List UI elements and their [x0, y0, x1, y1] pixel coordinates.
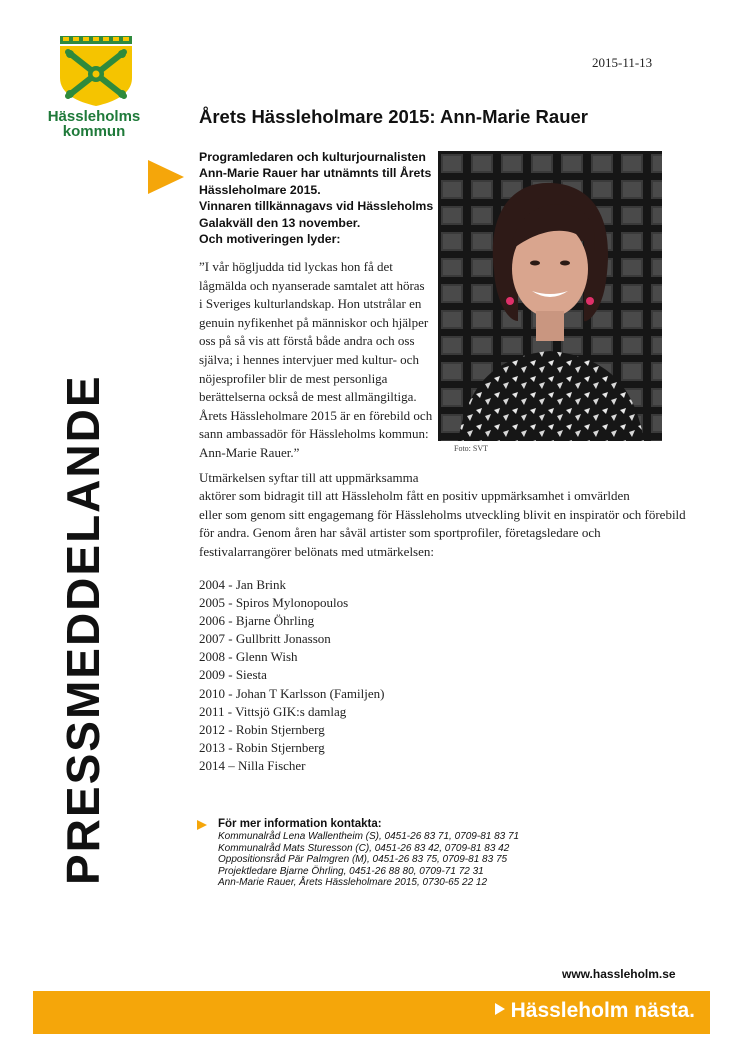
- press-release-label: PRESSMEDDELANDE: [57, 374, 109, 885]
- quote-line: Ann-Marie Rauer.”: [199, 444, 300, 460]
- lead-line: Vinnaren tillkännagavs vid Hässleholms: [199, 199, 434, 214]
- release-date: 2015-11-13: [592, 55, 653, 70]
- list-item: 2012 - Robin Stjernberg: [199, 721, 325, 737]
- lead-line: Hässleholmare 2015.: [199, 182, 321, 197]
- portrait-photo: [438, 151, 662, 441]
- body-paragraph: [199, 469, 699, 561]
- contact-heading: För mer information kontakta:: [218, 818, 382, 830]
- quote-line: i Sveriges kulturlandskap. Hon utstrålar en: [199, 296, 422, 312]
- logo-wordmark: [44, 109, 144, 139]
- body-line: för andra. Genom åren har såväl artister som sportprofiler, företagsledare och: [199, 525, 601, 541]
- orange-arrow-icon: [148, 160, 184, 194]
- list-item: 2014 – Nilla Fischer: [199, 757, 306, 773]
- lead-line: Programledaren och kulturjournalisten: [199, 150, 426, 164]
- quote-line: oss på så vis att förstå både andra och oss: [199, 333, 415, 349]
- list-item: 2007 - Gullbritt Jonasson: [199, 631, 331, 647]
- slogan: [495, 999, 695, 1023]
- municipality-logo: [52, 34, 140, 106]
- small-arrow-icon: [197, 820, 207, 830]
- photo-credit: Foto: SVT: [454, 444, 489, 453]
- quote-line: nöjesprofiler blir de mest personliga: [199, 370, 388, 386]
- body-line: festivalarrangörer belönats med utmärkelsen:: [199, 543, 434, 559]
- slogan-arrow-icon: [495, 1003, 505, 1015]
- list-item: 2008 - Glenn Wish: [199, 649, 298, 665]
- list-item: 2005 - Spiros Mylonopoulos: [199, 595, 349, 611]
- lead-paragraph: [199, 149, 439, 247]
- quote-line: själva; i hennes intervjuer med kultur- och: [199, 351, 419, 367]
- contact-person: Ann-Marie Rauer, Årets Hässleholmare 2015, 0730-65 22 12: [218, 877, 488, 889]
- body-line: Utmärkelsen syftar till att uppmärksamma: [199, 470, 419, 485]
- list-item: 2006 - Bjarne Öhrling: [199, 613, 315, 629]
- quote-line: lågmälda och nyanserade samtalet att höras: [199, 277, 425, 293]
- body-line: aktörer som bidragit till att Hässleholm fått en positiv uppmärksamhet i omvärlden: [199, 488, 630, 504]
- winners-list: [199, 576, 384, 775]
- quote-line: berättelserna också de mest allmängiltiga.: [199, 389, 417, 405]
- quote-line: sann ambassadör för Hässleholms kommun:: [199, 426, 429, 442]
- list-item: 2013 - Robin Stjernberg: [199, 739, 325, 755]
- list-item: 2011 - Vittsjö GIK:s damlag: [199, 703, 347, 719]
- contact-person: Oppositionsråd Pär Palmgren (M), 0451-26 83 75, 0709-81 83 75: [218, 854, 508, 866]
- body-line: eller som genom sitt engagemang för Hässleholms utveckling blivit en inspiratör och förebild: [199, 506, 686, 522]
- quote-line: genuin nyfikenhet på människor och hjälper: [199, 314, 429, 330]
- contact-person: Kommunalråd Mats Sturesson (C), 0451-26 83 42, 0709-81 83 42: [218, 842, 510, 854]
- contact-block: [218, 818, 519, 889]
- contact-person: Projektledare Bjarne Öhrling, 0451-26 88 80, 0709-71 72 31: [218, 865, 484, 877]
- list-item: 2010 - Johan T Karlsson (Familjen): [199, 685, 385, 701]
- lead-line: Ann-Marie Rauer har utnämnts till Årets: [199, 166, 432, 181]
- quote-paragraph: [199, 258, 439, 463]
- footer-bar: [33, 991, 710, 1034]
- slogan-text: Hässleholm nästa.: [510, 999, 695, 1022]
- website-link[interactable]: www.hassleholm.se: [562, 967, 676, 981]
- lead-line: Och motiveringen lyder:: [199, 232, 341, 247]
- logo-line-2: kommun: [62, 123, 126, 140]
- logo-line-1: Hässleholms: [47, 108, 141, 125]
- lead-line: Galakväll den 13 november.: [199, 215, 361, 230]
- contact-person: Kommunalråd Lena Wallentheim (S), 0451-26 83 71, 0709-81 83 71: [218, 831, 520, 842]
- list-item: 2009 - Siesta: [199, 667, 267, 683]
- list-item: 2004 - Jan Brink: [199, 577, 287, 592]
- page-title: Årets Hässleholmare 2015: Ann-Marie Rauer: [199, 106, 588, 127]
- quote-line: Årets Hässleholmare 2015 är en förebild och: [199, 407, 433, 423]
- quote-line: ”I vår högljudda tid lyckas hon få det: [199, 259, 393, 274]
